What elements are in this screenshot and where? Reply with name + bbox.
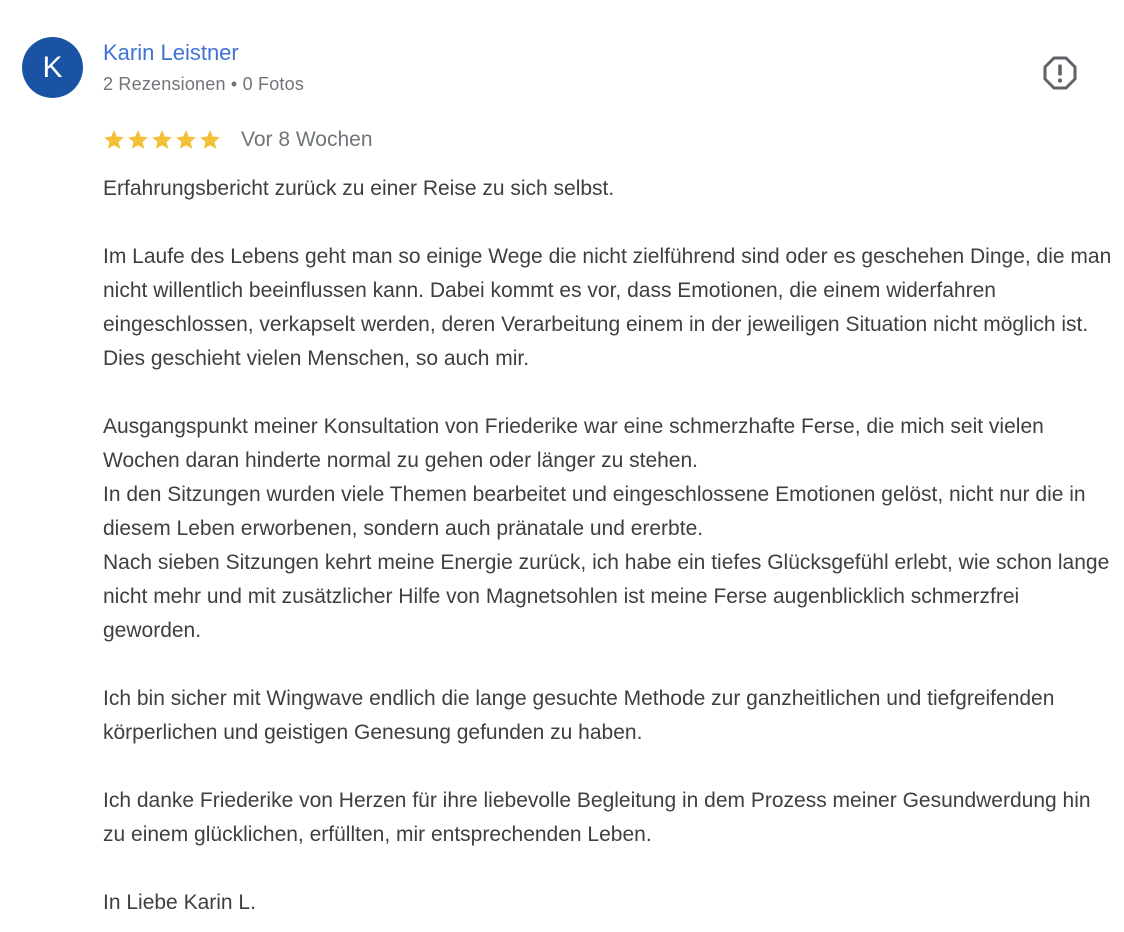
author-meta — [103, 72, 304, 96]
review-paragraph: In den Sitzungen wurden viele Themen bearbeitet und eingeschlossene Emotionen gelöst, nicht nur die in diesem Leben erworbenen, sondern auch pränatale und ererbte. — [103, 483, 1086, 540]
review-date: Vor 8 Wochen — [241, 128, 373, 151]
meta-separator: • — [230, 74, 238, 94]
review-paragraph: Ich bin sicher mit Wingwave endlich die lange gesuchte Methode zur ganzheitlichen und tiefgreifenden körperlichen und geistigen Genesung gefunden zu haben. — [103, 687, 1055, 744]
rating-row — [103, 125, 373, 155]
star-icon — [151, 129, 173, 151]
review-text — [103, 172, 1113, 920]
review-paragraph: Ausgangspunkt meiner Konsultation von Friederike war eine schmerzhafte Ferse, die mich seit vielen Wochen daran hinderte normal zu gehen oder länger zu stehen. — [103, 415, 1044, 472]
review-paragraph: Erfahrungsbericht zurück zu einer Reise zu sich selbst. — [103, 177, 615, 200]
review-paragraph: In Liebe Karin L. — [103, 891, 256, 914]
report-icon[interactable] — [1043, 56, 1077, 90]
author-name-link[interactable]: Karin Leistner — [103, 40, 239, 65]
reviews-count: 2 Rezensionen — [103, 74, 226, 94]
review-paragraph: Im Laufe des Lebens geht man so einige Wege die nicht zielführend sind oder es geschehen Dinge, die man nicht willentlich beeinflussen kann. Dabei kommt es vor, dass Emotionen, die einem widerfahren eingeschlossen, verkapselt werden, deren Verarbeitung einem in der jeweiligen Situation nicht möglich ist. Dies geschieht vielen Menschen, so auch mir. — [103, 245, 1112, 370]
star-icon — [175, 129, 197, 151]
star-rating — [103, 129, 221, 151]
photos-count: 0 Fotos — [242, 74, 305, 94]
star-icon — [127, 129, 149, 151]
avatar-letter: K — [42, 51, 63, 84]
star-icon — [103, 129, 125, 151]
star-icon — [199, 129, 221, 151]
author-avatar[interactable] — [22, 37, 83, 98]
review-paragraph: Nach sieben Sitzungen kehrt meine Energie zurück, ich habe ein tiefes Glücksgefühl erlebt, wie schon lange nicht mehr und mit zusätzlicher Hilfe von Magnetsohlen ist meine Ferse augenblicklich schmerzfrei geworden. — [103, 551, 1110, 642]
review-paragraph: Ich danke Friederike von Herzen für ihre liebevolle Begleitung in dem Prozess meiner Gesundwerdung hin zu einem glücklichen, erfüllten, mir entsprechenden Leben. — [103, 789, 1091, 846]
